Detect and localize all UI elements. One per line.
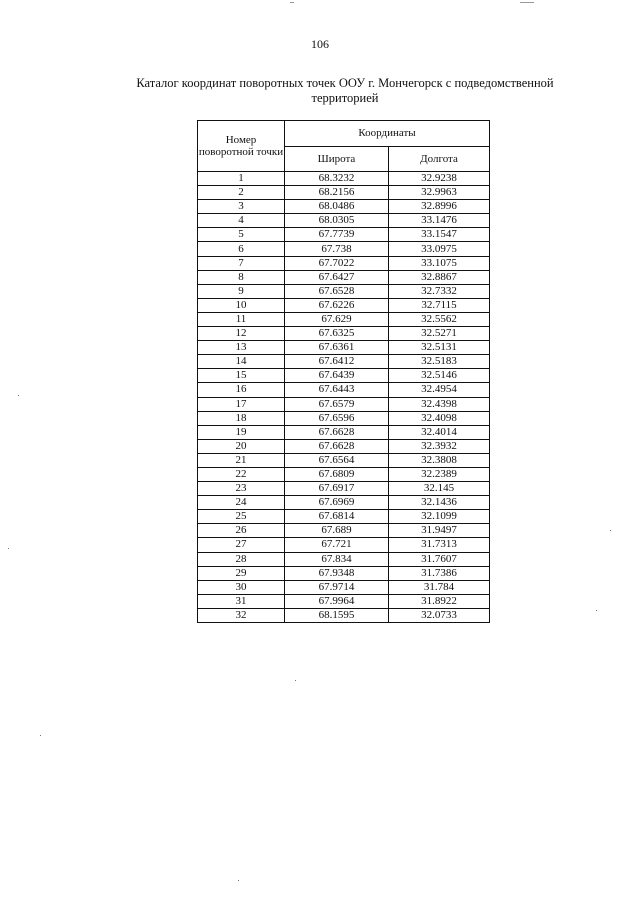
point-number-cell: 13 (198, 341, 285, 355)
scan-speck (238, 880, 239, 881)
latitude-cell: 68.0305 (285, 214, 389, 228)
header-coordinates: Координаты (285, 121, 490, 147)
longitude-cell: 32.2389 (389, 467, 490, 481)
latitude-cell: 67.6412 (285, 355, 389, 369)
table-row (198, 270, 490, 284)
latitude-cell: 67.6969 (285, 496, 389, 510)
table-row (198, 397, 490, 411)
point-number-cell: 30 (198, 580, 285, 594)
point-number-cell: 25 (198, 510, 285, 524)
document-title: Каталог координат поворотных точек ООУ г. Мончегорск с подведомственной территорией (136, 76, 554, 105)
longitude-cell: 32.7115 (389, 298, 490, 312)
longitude-cell: 33.1547 (389, 228, 490, 242)
table-row (198, 608, 490, 622)
latitude-cell: 67.7739 (285, 228, 389, 242)
latitude-cell: 67.738 (285, 242, 389, 256)
longitude-cell: 32.3808 (389, 453, 490, 467)
longitude-cell: 32.4014 (389, 425, 490, 439)
latitude-cell: 67.834 (285, 552, 389, 566)
scan-speck (610, 530, 611, 531)
header-latitude: Широта (285, 146, 389, 172)
table-row (198, 256, 490, 270)
longitude-cell: 33.1075 (389, 256, 490, 270)
page-number: 106 (311, 37, 329, 51)
scan-speck (8, 548, 9, 549)
point-number-cell: 16 (198, 383, 285, 397)
latitude-cell: 67.6361 (285, 341, 389, 355)
point-number-cell: 32 (198, 608, 285, 622)
point-number-cell: 19 (198, 425, 285, 439)
longitude-cell: 32.9963 (389, 186, 490, 200)
latitude-cell: 67.9714 (285, 580, 389, 594)
latitude-cell: 67.9964 (285, 594, 389, 608)
longitude-cell: 32.7332 (389, 284, 490, 298)
longitude-cell: 32.1099 (389, 510, 490, 524)
point-number-cell: 6 (198, 242, 285, 256)
latitude-cell: 67.6579 (285, 397, 389, 411)
table-row (198, 552, 490, 566)
table-row (198, 186, 490, 200)
latitude-cell: 68.3232 (285, 172, 389, 186)
latitude-cell: 67.6628 (285, 439, 389, 453)
point-number-cell: 31 (198, 594, 285, 608)
point-number-cell: 15 (198, 369, 285, 383)
longitude-cell: 32.4398 (389, 397, 490, 411)
longitude-cell: 31.7313 (389, 538, 490, 552)
point-number-cell: 18 (198, 411, 285, 425)
longitude-cell: 31.9497 (389, 524, 490, 538)
table-row (198, 341, 490, 355)
longitude-cell: 33.1476 (389, 214, 490, 228)
point-number-cell: 8 (198, 270, 285, 284)
latitude-cell: 67.7022 (285, 256, 389, 270)
point-number-cell: 26 (198, 524, 285, 538)
point-number-cell: 17 (198, 397, 285, 411)
latitude-cell: 67.721 (285, 538, 389, 552)
point-number-cell: 21 (198, 453, 285, 467)
longitude-cell: 32.8867 (389, 270, 490, 284)
longitude-cell: 32.5146 (389, 369, 490, 383)
table-row (198, 482, 490, 496)
point-number-cell: 9 (198, 284, 285, 298)
point-number-cell: 10 (198, 298, 285, 312)
table-row (198, 298, 490, 312)
latitude-cell: 67.6443 (285, 383, 389, 397)
latitude-cell: 67.6325 (285, 327, 389, 341)
latitude-cell: 67.629 (285, 312, 389, 326)
scan-mark (290, 2, 294, 3)
latitude-cell: 67.6814 (285, 510, 389, 524)
longitude-cell: 32.1436 (389, 496, 490, 510)
point-number-cell: 3 (198, 200, 285, 214)
latitude-cell: 67.6439 (285, 369, 389, 383)
point-number-cell: 22 (198, 467, 285, 481)
latitude-cell: 67.6917 (285, 482, 389, 496)
table-row (198, 327, 490, 341)
table-row (198, 172, 490, 186)
latitude-cell: 67.6809 (285, 467, 389, 481)
table-row (198, 383, 490, 397)
point-number-cell: 29 (198, 566, 285, 580)
longitude-cell: 31.7386 (389, 566, 490, 580)
table-row (198, 510, 490, 524)
longitude-cell: 31.7607 (389, 552, 490, 566)
table-body (198, 172, 490, 623)
latitude-cell: 67.689 (285, 524, 389, 538)
table-row (198, 524, 490, 538)
latitude-cell: 68.0486 (285, 200, 389, 214)
table-row (198, 580, 490, 594)
table-row (198, 369, 490, 383)
table-row (198, 538, 490, 552)
longitude-cell: 33.0975 (389, 242, 490, 256)
table-row (198, 242, 490, 256)
scan-speck (295, 680, 296, 681)
longitude-cell: 32.4098 (389, 411, 490, 425)
latitude-cell: 67.6628 (285, 425, 389, 439)
table-row (198, 467, 490, 481)
point-number-cell: 20 (198, 439, 285, 453)
latitude-cell: 68.2156 (285, 186, 389, 200)
point-number-cell: 24 (198, 496, 285, 510)
longitude-cell: 32.4954 (389, 383, 490, 397)
point-number-cell: 12 (198, 327, 285, 341)
latitude-cell: 67.6596 (285, 411, 389, 425)
longitude-cell: 32.5131 (389, 341, 490, 355)
longitude-cell: 31.784 (389, 580, 490, 594)
longitude-cell: 32.5271 (389, 327, 490, 341)
scan-mark (520, 2, 534, 3)
table-row (198, 200, 490, 214)
point-number-cell: 4 (198, 214, 285, 228)
table-row (198, 284, 490, 298)
header-longitude: Долгота (389, 146, 490, 172)
table-row (198, 312, 490, 326)
table-row (198, 214, 490, 228)
longitude-cell: 31.8922 (389, 594, 490, 608)
point-number-cell: 7 (198, 256, 285, 270)
table-row (198, 425, 490, 439)
scan-speck (18, 395, 19, 396)
point-number-cell: 11 (198, 312, 285, 326)
latitude-cell: 68.1595 (285, 608, 389, 622)
latitude-cell: 67.6226 (285, 298, 389, 312)
table-row (198, 355, 490, 369)
table-row (198, 228, 490, 242)
point-number-cell: 23 (198, 482, 285, 496)
point-number-cell: 14 (198, 355, 285, 369)
table-row (198, 496, 490, 510)
point-number-cell: 28 (198, 552, 285, 566)
longitude-cell: 32.9238 (389, 172, 490, 186)
table-row (198, 439, 490, 453)
latitude-cell: 67.6564 (285, 453, 389, 467)
longitude-cell: 32.3932 (389, 439, 490, 453)
header-point-number: Номер поворотной точки (198, 121, 285, 172)
longitude-cell: 32.5183 (389, 355, 490, 369)
point-number-cell: 27 (198, 538, 285, 552)
table-row (198, 566, 490, 580)
latitude-cell: 67.6528 (285, 284, 389, 298)
longitude-cell: 32.8996 (389, 200, 490, 214)
latitude-cell: 67.9348 (285, 566, 389, 580)
table-row (198, 594, 490, 608)
longitude-cell: 32.0733 (389, 608, 490, 622)
scan-speck (596, 610, 597, 611)
point-number-cell: 2 (198, 186, 285, 200)
coordinates-table (197, 120, 490, 623)
latitude-cell: 67.6427 (285, 270, 389, 284)
point-number-cell: 5 (198, 228, 285, 242)
table-row (198, 453, 490, 467)
table-row (198, 411, 490, 425)
longitude-cell: 32.5562 (389, 312, 490, 326)
point-number-cell: 1 (198, 172, 285, 186)
scan-speck (40, 735, 41, 736)
longitude-cell: 32.145 (389, 482, 490, 496)
